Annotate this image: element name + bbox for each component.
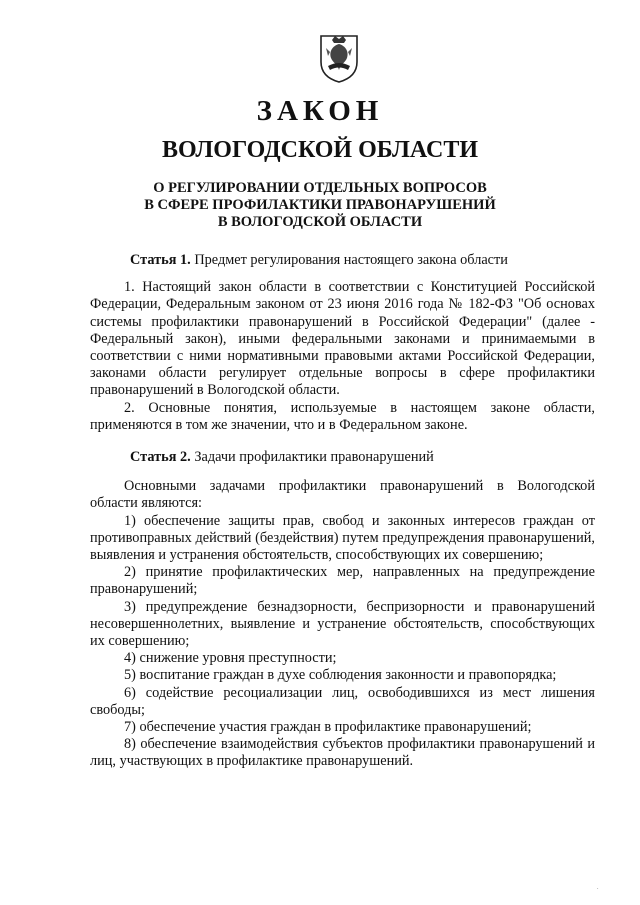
article-2-item: 2) принятие профилактических мер, направленных на предупреждение правонарушений;	[90, 564, 595, 598]
article-2-item: 6) содействие ресоциализации лиц, освободившихся из мест лишения свободы;	[90, 684, 595, 718]
article-1-label: Статья 1.	[130, 252, 191, 268]
article-2-item: 8) обеспечение взаимодействия субъектов профилактики правонарушений и лиц, участвующих в профилактике правонарушений.	[90, 736, 595, 770]
law-title-line: В ВОЛОГОДСКОЙ ОБЛАСТИ	[217, 214, 423, 230]
article-2-item: 5) воспитание граждан в духе соблюдения законности и правопорядка;	[124, 667, 557, 684]
article-2-item: 1) обеспечение защиты прав, свобод и законных интересов граждан от противоправных действий (бездействия) путем предупреждения правонарушений, выявления и устранения обстоятельств, способствующих их совершению;	[90, 512, 595, 564]
law-body	[90, 252, 595, 771]
article-1-title: Предмет регулирования настоящего закона области	[194, 252, 508, 268]
article-2-item: 3) предупреждение безнадзорности, беспризорности и правонарушений несовершеннолетних, выявление и устранение обстоятельств, способствующих их совершению;	[90, 598, 595, 650]
article-2-item: 4) снижение уровня преступности;	[124, 650, 337, 667]
page-corner-mark: .	[597, 885, 599, 891]
article-2-heading	[90, 449, 595, 466]
region-heading: ВОЛОГОДСКОЙ ОБЛАСТИ	[161, 137, 479, 163]
article-1-heading	[90, 252, 595, 269]
law-title-line: О РЕГУЛИРОВАНИИ ОТДЕЛЬНЫХ ВОПРОСОВ	[153, 180, 487, 196]
article-2-intro: Основными задачами профилактики правонарушений в Вологодской области являются:	[90, 478, 595, 512]
document-type-heading: ЗАКОН	[256, 95, 384, 127]
coat-of-arms-icon	[318, 32, 360, 84]
law-title	[0, 180, 640, 231]
article-2-title: Задачи профилактики правонарушений	[194, 449, 434, 466]
article-1-paragraph-2: 2. Основные понятия, используемые в настоящем законе области, применяются в том же значении, что и в Федеральном законе.	[90, 399, 595, 433]
law-title-line: В СФЕРЕ ПРОФИЛАКТИКИ ПРАВОНАРУШЕНИЙ	[144, 197, 496, 213]
article-2-item: 7) обеспечение участия граждан в профилактике правонарушений;	[124, 719, 532, 736]
article-2-label: Статья 2.	[130, 449, 191, 466]
article-1-paragraph-1: 1. Настоящий закон области в соответствии с Конституцией Российской Федерации, Федеральным законом от 23 июня 2016 года № 182-ФЗ "Об основах системы профилактики правонарушений в Российской Федерации" (далее - Федеральный закон), иными федеральными законами и принимаемыми в соответствии с ними нормативными правовыми актами Российской Федерации, законами области регулирует отдельные вопросы в сфере профилактики правонарушений в Вологодской области.	[90, 279, 595, 399]
